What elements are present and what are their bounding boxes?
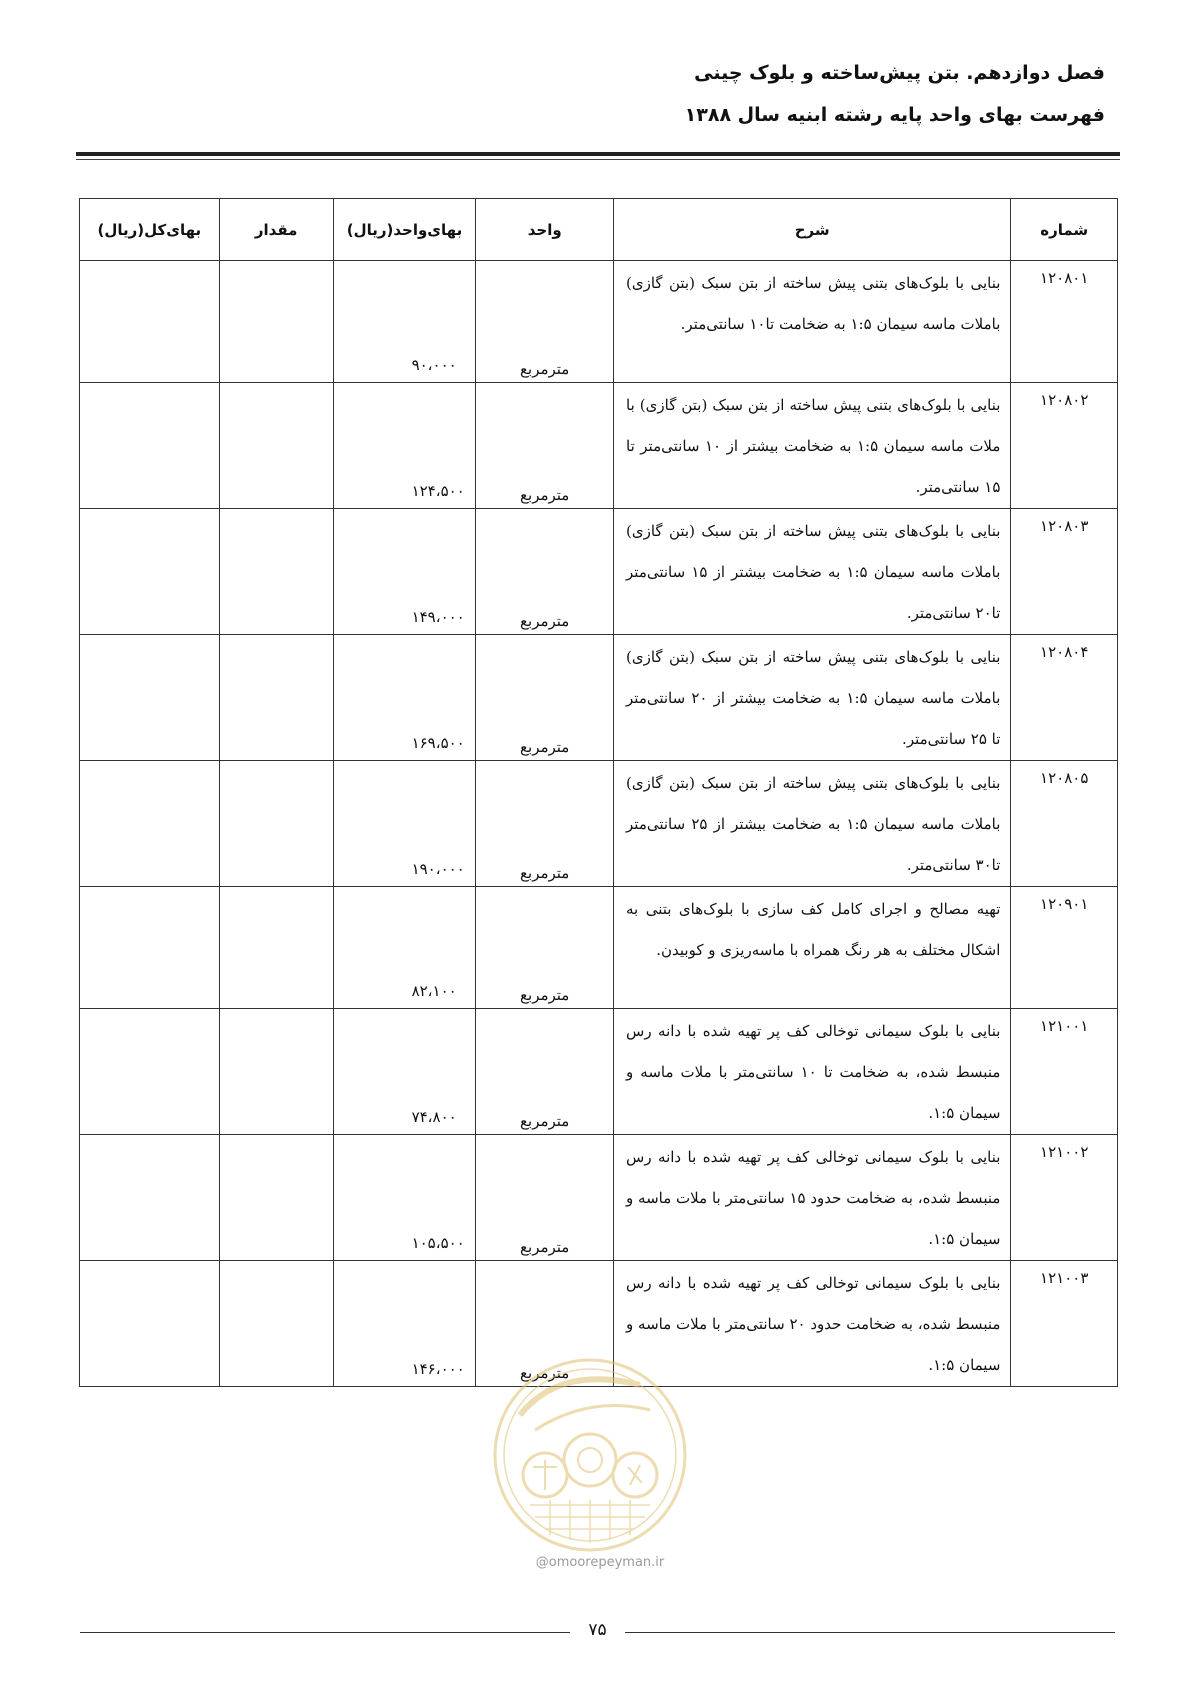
item-unit-price: ۱۰۵،۵۰۰ <box>333 1135 476 1261</box>
table-row <box>80 887 1118 1009</box>
item-quantity <box>219 509 333 635</box>
item-quantity <box>219 383 333 509</box>
header-number: شماره <box>1011 199 1118 261</box>
table-header-row <box>80 199 1118 261</box>
item-number: ۱۲۰۸۰۱ <box>1011 261 1118 383</box>
item-number: ۱۲۱۰۰۱ <box>1011 1009 1118 1135</box>
item-description: بنایی با بلوک‌های بتنی پیش ساخته از بتن سبک (بتن گازی) باملات ماسه سیمان ۱:۵ به ضخامت تا۱۰ سانتی‌متر. <box>614 261 1011 383</box>
item-total-price <box>80 1261 220 1387</box>
item-description: بنایی با بلوک سیمانی توخالی کف پر تهیه شده با دانه رس منبسط شده، به ضخامت حدود ۲۰ سانتی‌متر با ملات ماسه و سیمان ۱:۵. <box>614 1261 1011 1387</box>
table-row <box>80 383 1118 509</box>
item-unit: مترمربع <box>476 1261 614 1387</box>
item-unit: مترمربع <box>476 261 614 383</box>
item-quantity <box>219 761 333 887</box>
item-total-price <box>80 509 220 635</box>
item-quantity <box>219 1009 333 1135</box>
item-unit-price: ۱۲۴،۵۰۰ <box>333 383 476 509</box>
item-unit: مترمربع <box>476 383 614 509</box>
item-description: بنایی با بلوک سیمانی توخالی کف پر تهیه شده با دانه رس منبسط شده، به ضخامت حدود ۱۵ سانتی‌متر با ملات ماسه و سیمان ۱:۵. <box>614 1135 1011 1261</box>
item-total-price <box>80 635 220 761</box>
item-description: بنایی با بلوک‌های بتنی پیش ساخته از بتن سبک (بتن گازی) باملات ماسه سیمان ۱:۵ به ضخامت بیشتر از ۲۵ سانتی‌متر تا۳۰ سانتی‌متر. <box>614 761 1011 887</box>
header-total-price: بهای‌کل(ریال) <box>80 199 220 261</box>
item-total-price <box>80 261 220 383</box>
item-total-price <box>80 761 220 887</box>
item-unit-price: ۹۰،۰۰۰ <box>333 261 476 383</box>
item-total-price <box>80 887 220 1009</box>
table-row <box>80 261 1118 383</box>
header-divider-thick <box>76 152 1120 156</box>
item-total-price <box>80 383 220 509</box>
item-unit: مترمربع <box>476 509 614 635</box>
item-unit-price: ۱۴۶،۰۰۰ <box>333 1261 476 1387</box>
page-header <box>85 58 1105 130</box>
table-row <box>80 635 1118 761</box>
header-quantity: مقدار <box>219 199 333 261</box>
item-unit: مترمربع <box>476 635 614 761</box>
item-unit: مترمربع <box>476 1135 614 1261</box>
item-unit: مترمربع <box>476 761 614 887</box>
item-description: بنایی با بلوک‌های بتنی پیش ساخته از بتن سبک (بتن گازی) با ملات ماسه سیمان ۱:۵ به ضخامت بیشتر از ۱۰ سانتی‌متر تا ۱۵ سانتی‌متر. <box>614 383 1011 509</box>
item-number: ۱۲۱۰۰۲ <box>1011 1135 1118 1261</box>
chapter-title: فصل دوازدهم. بتن پیش‌ساخته و بلوک چینی <box>694 62 1105 84</box>
item-description: تهیه مصالح و اجرای کامل کف سازی با بلوک‌های بتنی به اشکال مختلف به هر رنگ همراه با ماسه‌ریزی و کوبیدن. <box>614 887 1011 1009</box>
item-unit-price: ۸۲،۱۰۰ <box>333 887 476 1009</box>
item-description: بنایی با بلوک‌های بتنی پیش ساخته از بتن سبک (بتن گازی) باملات ماسه سیمان ۱:۵ به ضخامت بیشتر از ۲۰ سانتی‌متر تا ۲۵ سانتی‌متر. <box>614 635 1011 761</box>
list-title: فهرست بهای واحد پایه رشته ابنیه سال ۱۳۸۸ <box>684 104 1105 126</box>
header-description: شرح <box>614 199 1011 261</box>
item-number: ۱۲۰۸۰۴ <box>1011 635 1118 761</box>
item-number: ۱۲۰۸۰۲ <box>1011 383 1118 509</box>
footer-rule-left <box>80 1632 570 1633</box>
item-unit-price: ۷۴،۸۰۰ <box>333 1009 476 1135</box>
item-quantity <box>219 1261 333 1387</box>
table-row <box>80 1009 1118 1135</box>
table-row <box>80 1135 1118 1261</box>
item-number: ۱۲۰۹۰۱ <box>1011 887 1118 1009</box>
item-number: ۱۲۰۸۰۳ <box>1011 509 1118 635</box>
item-quantity <box>219 635 333 761</box>
item-total-price <box>80 1135 220 1261</box>
table-row <box>80 509 1118 635</box>
item-unit: مترمربع <box>476 1009 614 1135</box>
page-number: ۷۵ <box>588 1620 607 1640</box>
item-unit: مترمربع <box>476 887 614 1009</box>
item-quantity <box>219 887 333 1009</box>
watermark-caption: @omoorepeyman.ir <box>535 1555 665 1570</box>
header-unit-price: بهای‌واحد(ریال) <box>333 199 476 261</box>
item-number: ۱۲۰۸۰۵ <box>1011 761 1118 887</box>
header-unit: واحد <box>476 199 614 261</box>
item-quantity <box>219 1135 333 1261</box>
item-total-price <box>80 1009 220 1135</box>
item-description: بنایی با بلوک‌های بتنی پیش ساخته از بتن سبک (بتن گازی) باملات ماسه سیمان ۱:۵ به ضخامت بیشتر از ۱۵ سانتی‌متر تا۲۰ سانتی‌متر. <box>614 509 1011 635</box>
item-unit-price: ۱۶۹،۵۰۰ <box>333 635 476 761</box>
price-list-table <box>79 198 1118 1387</box>
item-unit-price: ۱۹۰،۰۰۰ <box>333 761 476 887</box>
item-unit-price: ۱۴۹،۰۰۰ <box>333 509 476 635</box>
item-description: بنایی با بلوک سیمانی توخالی کف پر تهیه شده با دانه رس منبسط شده، به ضخامت تا ۱۰ سانتی‌متر با ملات ماسه و سیمان ۱:۵. <box>614 1009 1011 1135</box>
header-divider-thin <box>76 159 1120 160</box>
watermark-seal-icon <box>490 1355 690 1555</box>
item-quantity <box>219 261 333 383</box>
table-row <box>80 761 1118 887</box>
item-number: ۱۲۱۰۰۳ <box>1011 1261 1118 1387</box>
footer-rule-right <box>625 1632 1115 1633</box>
